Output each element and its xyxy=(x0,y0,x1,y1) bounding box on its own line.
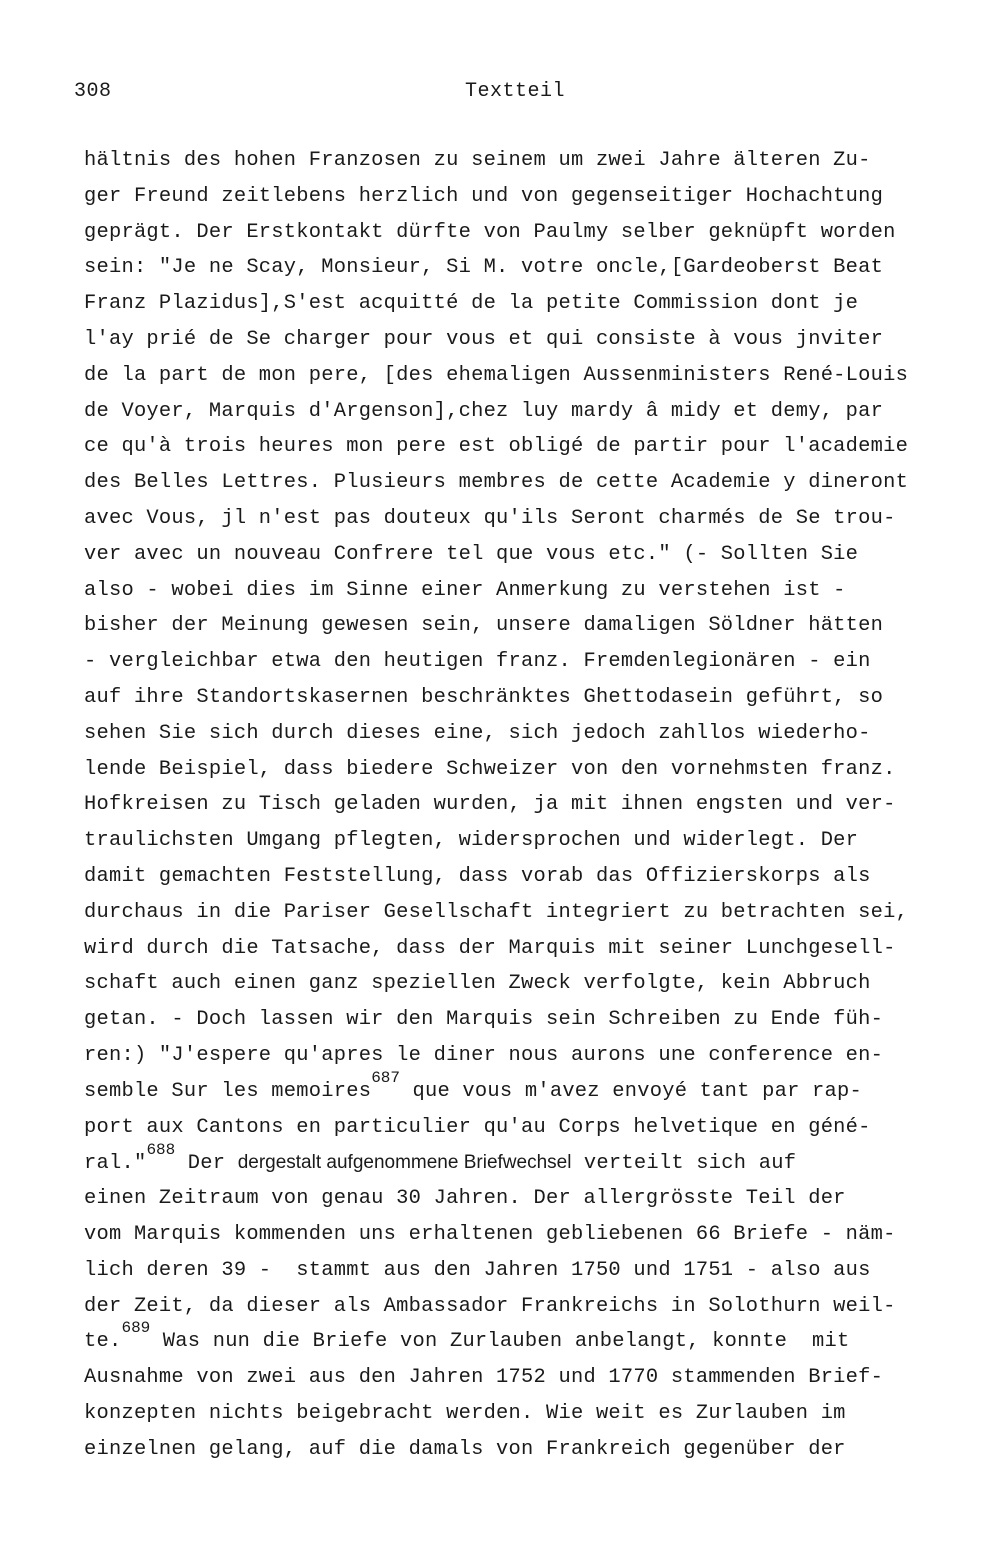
text-line: lende Beispiel, dass biedere Schweizer von den vornehmsten franz. xyxy=(84,757,896,781)
text-line: ce qu'à trois heures mon pere est obligé de partir pour l'academie xyxy=(84,435,909,459)
text-line: ren:) "J'espere qu'apres le diner nous aurons une conference en- xyxy=(84,1043,884,1067)
text-line: der Zeit, da dieser als Ambassador Frankreichs in Solothurn weil- xyxy=(84,1294,896,1318)
text-segment: ral." xyxy=(84,1152,147,1176)
footnote-marker-688: 688 xyxy=(146,1141,176,1160)
text-line: lich deren 39 - stammt aus den Jahren 1750 und 1751 - also aus xyxy=(84,1258,871,1282)
text-line: einzelnen gelang, auf die damals von Frankreich gegenüber der xyxy=(84,1437,846,1461)
text-line: Franz Plazidus],S'est acquitté de la petite Commission dont je xyxy=(84,292,859,316)
running-title: Textteil xyxy=(465,80,566,103)
text-line xyxy=(84,1068,994,1110)
text-segment: Der xyxy=(175,1152,238,1176)
text-line: des Belles Lettres. Plusieurs membres de cette Academie y dineront xyxy=(84,471,909,495)
text-segment: verteilt sich auf xyxy=(571,1152,797,1176)
text-line: Hofkreisen zu Tisch geladen wurden, ja mit ihnen engsten und ver- xyxy=(84,793,896,817)
text-segment: que vous m'avez envoyé tant par rap- xyxy=(400,1079,862,1103)
text-line: auf ihre Standortskasernen beschränktes Ghettodasein geführt, so xyxy=(84,685,884,709)
text-line: also - wobei dies im Sinne einer Anmerkung zu verstehen ist - xyxy=(84,578,846,602)
handwritten-insertion: dergestalt aufgenommene Briefwechsel xyxy=(237,1152,572,1174)
text-line: Ausnahme von zwei aus den Jahren 1752 und 1770 stammenden Brief- xyxy=(84,1366,884,1390)
text-line: hältnis des hohen Franzosen zu seinem um zwei Jahre älteren Zu- xyxy=(84,149,871,172)
text-line: wird durch die Tatsache, dass der Marquis mit seiner Lunchgesell- xyxy=(84,936,896,960)
text-line: vom Marquis kommenden uns erhaltenen gebliebenen 66 Briefe - näm- xyxy=(84,1222,896,1246)
text-line: ver avec un nouveau Confrere tel que vous etc." (- Sollten Sie xyxy=(84,542,859,566)
text-segment: Was nun die Briefe von Zurlauben anbelangt, konnte mit xyxy=(150,1330,850,1354)
text-line: sein: "Je ne Scay, Monsieur, Si M. votre oncle,[Gardeoberst Beat xyxy=(84,256,884,280)
footnote-marker-687: 687 xyxy=(371,1068,400,1087)
text-line: avec Vous, jl n'est pas douteux qu'ils Seront charmés de Se trou- xyxy=(84,506,896,530)
text-line xyxy=(84,1319,994,1360)
page-number: 308 xyxy=(74,80,112,103)
text-segment: te. xyxy=(84,1330,122,1354)
text-line: de Voyer, Marquis d'Argenson],chez luy mardy â midy et demy, par xyxy=(84,399,884,423)
text-line: sehen Sie sich durch dieses eine, sich jedoch zahllos wiederho- xyxy=(84,721,871,745)
text-line: bisher der Meinung gewesen sein, unsere damaligen Söldner hätten xyxy=(84,614,884,638)
page-header xyxy=(0,80,1000,108)
text-line: geprägt. Der Erstkontakt dürfte von Paulmy selber geknüpft worden xyxy=(84,220,896,244)
text-line: durchaus in die Pariser Gesellschaft integriert zu betrachten sei, xyxy=(84,900,909,924)
text-line: - vergleichbar etwa den heutigen franz. Fremdenlegionären - ein xyxy=(84,650,871,674)
body-text xyxy=(84,143,994,1467)
text-segment: semble Sur les memoires xyxy=(84,1079,372,1103)
text-line: traulichsten Umgang pflegten, widersprochen und widerlegt. Der xyxy=(84,829,859,853)
text-line xyxy=(84,1141,994,1181)
text-line: einen Zeitraum von genau 30 Jahren. Der allergrösste Teil der xyxy=(84,1187,846,1211)
text-line: schaft auch einen ganz speziellen Zweck verfolgte, kein Abbruch xyxy=(84,972,871,996)
text-line: ger Freund zeitlebens herzlich und von gegenseitiger Hochachtung xyxy=(84,184,884,208)
text-line: getan. - Doch lassen wir den Marquis sein Schreiben zu Ende füh- xyxy=(84,1008,884,1032)
footnote-marker-689: 689 xyxy=(121,1319,151,1338)
text-line: damit gemachten Feststellung, dass vorab das Offizierskorps als xyxy=(84,864,871,888)
text-line: port aux Cantons en particulier qu'au Corps helvetique en géné- xyxy=(84,1115,871,1139)
text-line: l'ay prié de Se charger pour vous et qui consiste à vous jnviter xyxy=(84,327,884,351)
text-line: konzepten nichts beigebracht werden. Wie weit es Zurlauben im xyxy=(84,1401,846,1425)
text-line: de la part de mon pere, [des ehemaligen Aussenministers René-Louis xyxy=(84,363,909,387)
